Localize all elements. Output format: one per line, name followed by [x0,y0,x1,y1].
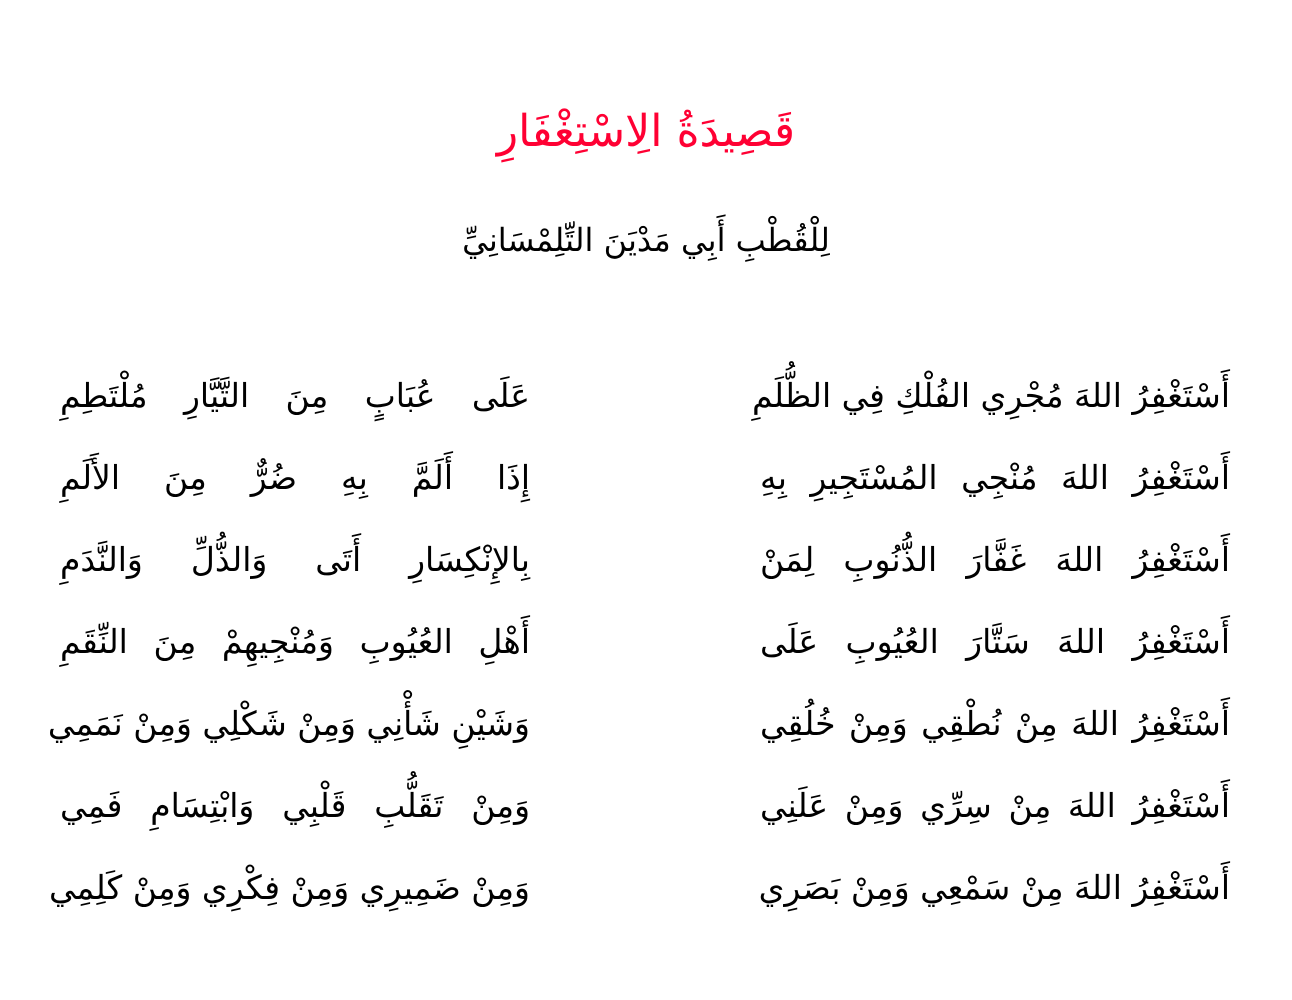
verse-1-first-hemistich: أَسْتَغْفِرُ اللهَ مُجْرِي الفُلْكِ فِي الظُّلَمِ [751,376,1230,415]
poem-subtitle: لِلْقُطْبِ أَبِي مَدْيَنَ التِّلِمْسَانِيِّ [462,221,830,259]
poem-title: قَصِيدَةُ الِاسْتِغْفَارِ [496,106,796,157]
verse-3 [60,519,1230,601]
verse-5-second-hemistich: وَشَيْنِ شَأْنِي وَمِنْ شَكْلِي وَمِنْ نَمَمِي [47,704,530,743]
verse-3-first-hemistich: أَسْتَغْفِرُ اللهَ غَفَّارَ الذُّنُوبِ لِمَنْ [760,540,1230,579]
verse-6 [60,765,1230,847]
verse-7-first-hemistich: أَسْتَغْفِرُ اللهَ مِنْ سَمْعِي وَمِنْ بَصَرِي [758,868,1230,907]
verse-4-first-hemistich: أَسْتَغْفِرُ اللهَ سَتَّارَ العُيُوبِ عَلَى [760,622,1230,661]
verse-3-second-hemistich: بِالإِنْكِسَارِ أَتَى وَالذُّلِّ وَالنَّدَمِ [60,540,530,579]
verse-4-second-hemistich: أَهْلِ العُيُوبِ وَمُنْجِيهِمْ مِنَ النِّقَمِ [60,622,530,661]
verse-4 [60,601,1230,683]
verse-7 [49,847,1230,929]
verse-7-second-hemistich: وَمِنْ ضَمِيرِي وَمِنْ فِكْرِي وَمِنْ كَلِمِي [49,868,530,907]
verse-5-first-hemistich: أَسْتَغْفِرُ اللهَ مِنْ نُطْقِي وَمِنْ خُلُقِي [760,704,1230,743]
verse-6-second-hemistich: وَمِنْ تَقَلُّبِ قَلْبِي وَابْتِسَامِ فَمِي [60,786,530,825]
verse-2-second-hemistich: إِذَا أَلَمَّ بِهِ ضُرٌّ مِنَ الأَلَمِ [60,458,530,497]
poem-body [47,355,1230,929]
verse-5 [47,683,1230,765]
verse-2-first-hemistich: أَسْتَغْفِرُ اللهَ مُنْجِي المُسْتَجِيرِ بِهِ [760,458,1230,497]
verse-2 [60,437,1230,519]
verse-6-first-hemistich: أَسْتَغْفِرُ اللهَ مِنْ سِرِّي وَمِنْ عَلَنِي [760,786,1230,825]
verse-1 [60,355,1230,437]
verse-1-second-hemistich: عَلَى عُبَابٍ مِنَ التَّيَّارِ مُلْتَطِمِ [60,376,530,415]
